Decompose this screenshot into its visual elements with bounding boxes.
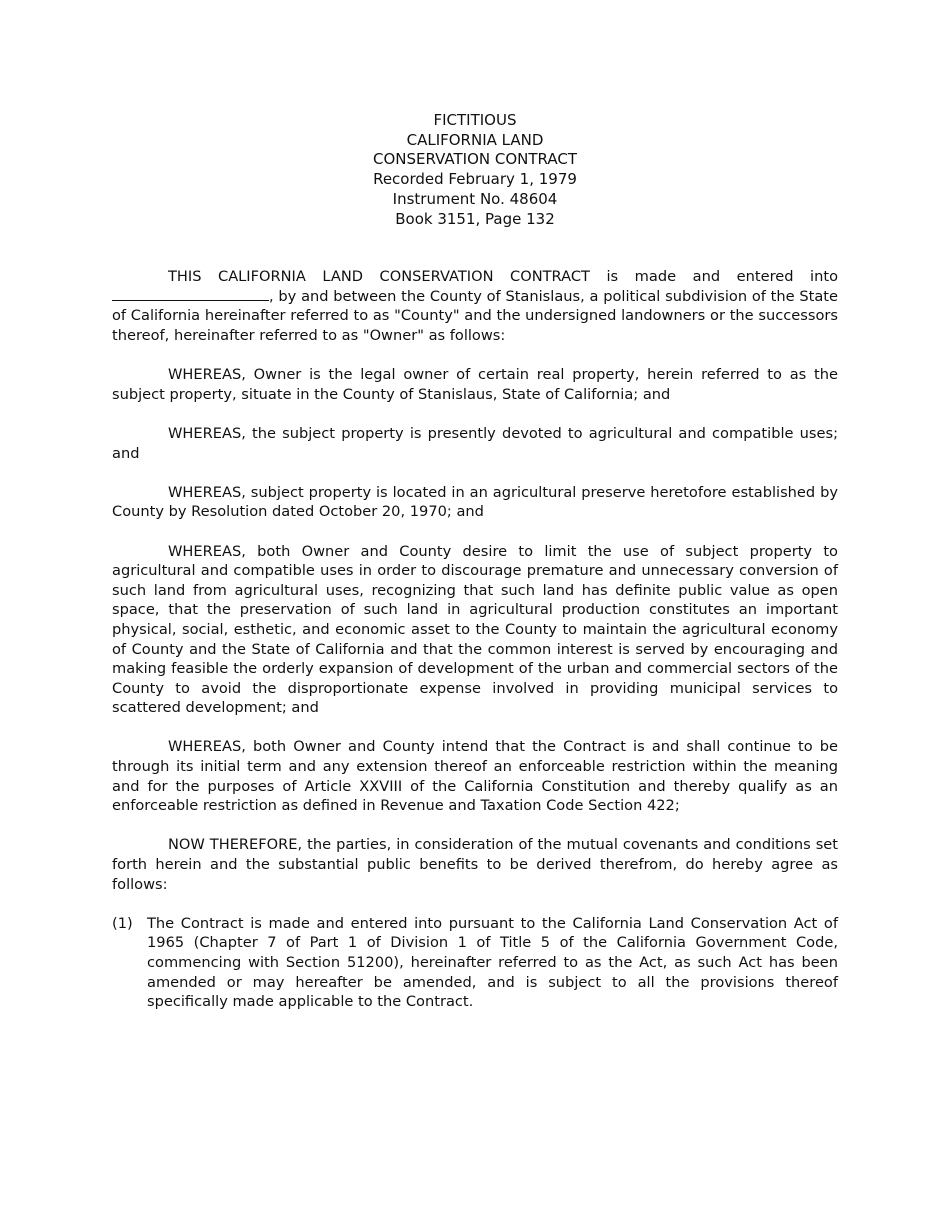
now-therefore-paragraph: NOW THEREFORE, the parties, in consideration of the mutual covenants and conditions set forth herein and the substantial public benefits to be derived therefrom, do hereby agree as follows: [112, 836, 838, 893]
whereas-paragraph: WHEREAS, both Owner and County desire to limit the use of subject property to agricultural and compatible uses in order to discourage premature and unnecessary conversion of such land from agricultural uses, recognizing that such land has definite public value as open space, that the preservation of such land in agricultural production constitutes an important physical, social, esthetic, and economic asset to the County to maintain the agricultural economy of County and the State of California and that the common interest is served by encouraging and making feasible the orderly expansion of development of the urban and commercial sectors of the County to avoid the disproportionate expense involved in providing municipal services to scattered development; and [112, 542, 838, 717]
header-title-line-1: CALIFORNIA LAND [406, 130, 544, 149]
whereas-paragraph: WHEREAS, both Owner and County intend that the Contract is and shall continue to be through its initial term and any extension thereof an enforceable restriction within the meaning and for the purposes of Article XXVIII of the California Constitution and thereby qualify as an enforceable restriction as defined in Revenue and Taxation Code Section 422; [112, 738, 838, 815]
header-book-page: Book 3151, Page 132 [395, 209, 555, 228]
intro-text-end: , by and between the County of Stanislaus, a political subdivision of the State of California hereinafter referred to as "County" and the undersigned landowners or the successors thereof, hereinafter referred to as "Owner" as follows: [112, 287, 838, 344]
whereas-paragraph: WHEREAS, the subject property is presently devoted to agricultural and compatible uses; and [112, 424, 838, 462]
whereas-paragraph: WHEREAS, Owner is the legal owner of certain real property, herein referred to as the subject property, situate in the County of Stanislaus, State of California; and [112, 366, 838, 403]
header-fictitious: FICTITIOUS [433, 111, 517, 129]
clause-number: (1) [112, 914, 133, 932]
intro-text-start: THIS CALIFORNIA LAND CONSERVATION CONTRACT is made and entered into [168, 268, 838, 286]
whereas-paragraph: WHEREAS, subject property is located in an agricultural preserve heretofore established by County by Resolution dated October 20, 1970; and [112, 483, 838, 521]
header-instrument-number: Instrument No. 48604 [392, 189, 558, 208]
header-recorded-date: Recorded February 1, 1979 [373, 170, 577, 189]
document-body [112, 267, 838, 1012]
header-title-line-2: CONSERVATION CONTRACT [373, 150, 577, 169]
date-blank-line [112, 288, 269, 301]
document-header [112, 111, 838, 229]
clause-item [112, 914, 838, 1012]
clause-text: The Contract is made and entered into pursuant to the California Land Conservation Act of 1965 (Chapter 7 of Part 1 of Division 1 of Title 5 of the California Government Code, commencing with Section 51200), hereinafter referred to as the Act, as such Act has been amended or may hereafter be amended, and is subject to all the provisions thereof specifically made applicable to the Contract. [147, 914, 838, 1011]
intro-paragraph [112, 267, 838, 345]
document-page [112, 111, 838, 1012]
